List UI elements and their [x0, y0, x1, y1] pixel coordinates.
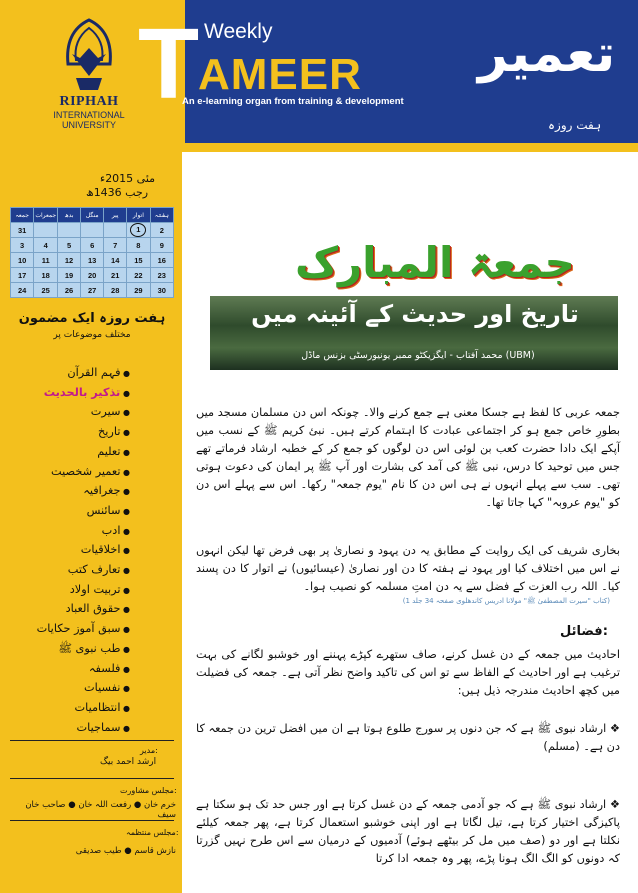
calendar-header: [11, 208, 174, 223]
calendar-day: 14: [104, 253, 127, 268]
calendar-day: 15: [127, 253, 150, 268]
calendar-day-header: بدھ: [58, 208, 81, 223]
logo-subtitle: INTERNATIONAL: [53, 110, 125, 120]
article-heading: جمعۃ المبارک: [295, 238, 575, 287]
divider: [10, 740, 174, 741]
calendar-day: [34, 223, 58, 238]
calendar-day: 7: [104, 238, 127, 253]
logo-subtitle: UNIVERSITY: [61, 120, 116, 130]
topic-item: ● جغرافیہ: [40, 482, 130, 502]
topic-item: ● سبق آموز حکایات: [40, 620, 130, 640]
calendar-day: 30: [150, 283, 173, 298]
topic-item: ● سیرت: [40, 403, 130, 423]
calendar-day: 26: [58, 283, 81, 298]
topic-item: ● انتظامیات: [40, 699, 130, 719]
hadith-item: ❖ ارشاد نبوی ﷺ ہے کہ جن دنوں پر سورج طلوع ہوتا ہے ان میں افضل ترین دن جمعہ کا دن ہے۔ (مسلم): [196, 722, 620, 753]
masthead-initial: T: [138, 8, 200, 120]
calendar-day: 28: [104, 283, 127, 298]
calendar-day: 18: [34, 268, 58, 283]
managers-label: مجلس منتظمہ:: [126, 828, 179, 837]
calendar-day: 13: [81, 253, 104, 268]
advisors-label: مجلس مشاورت:: [120, 786, 177, 795]
calendar-day: 4: [34, 238, 58, 253]
calendar-day: 19: [58, 268, 81, 283]
calendar-day: 8: [127, 238, 150, 253]
calendar-day-highlight: 1: [130, 223, 146, 237]
calendar-day: 31: [11, 223, 34, 238]
reference-note: (کتاب "سیرت المصطفیٰ ﷺ" مولانا ادریس کاندھلوی صفحہ 34 جلد 1): [402, 597, 610, 605]
advisors-names: خرم خان ● رفعت اللہ خان ● صاحب خان سیف: [25, 800, 176, 820]
calendar-body: [11, 223, 174, 298]
topic-item: ● تربیت اولاد: [40, 581, 130, 601]
calendar: [10, 207, 174, 298]
calendar-day: 11: [34, 253, 58, 268]
topic-item: ● اخلاقیات: [40, 541, 130, 561]
calendar-day: 12: [58, 253, 81, 268]
gregorian-date: مئی 2015ء: [100, 172, 156, 185]
calendar-day: [104, 223, 127, 238]
masthead-weekly: Weekly: [204, 20, 273, 43]
header-stripe: [0, 143, 638, 152]
topic-item: ● فہم القرآن: [40, 364, 130, 384]
calendar-day: 3: [11, 238, 34, 253]
divider: [10, 778, 174, 779]
calendar-day: 6: [81, 238, 104, 253]
topic-item: ● سائنس: [40, 502, 130, 522]
hadith-item: ❖ ارشاد نبوی ﷺ ہے کہ جو آدمی جمعہ کے دن غسل کرتا ہے اور جس حد تک ہو سکتا ہے پاکیزگی اختیار کرتا ہے، تیل لگاتا ہے اور اپنی خوشبو استعمال کرتا ہے، پھر جمعہ کیلئے نکلتا ہے اور دو (صف میں مل کر بیٹھے ہوئے) آدمیوں کے درمیان سے اس طرح نہیں گزرتا کہ دونوں کو الگ الگ ہونا پڑے، پھر وہ جمعہ ادا کرتا: [196, 798, 620, 865]
topic-item: ● فلسفہ: [40, 660, 130, 680]
article-paragraph: بخاری شریف کی ایک روایت کے مطابق یہ دن یہود و نصاریٰ پر بھی فرض تھا لیکن انہوں نے اس میں اختلاف کیا اور یہود نے ہفتہ کا دن اور نصاریٰ (عیسائیوں) نے اتوار کا دن پسند کیا۔ اللہ رب العزت کے فضل سے یہ دن امتِ مسلمہ کو نصیب ہوا۔: [196, 544, 620, 593]
calendar-day-header: جمعرات: [34, 208, 58, 223]
calendar-week: [11, 238, 174, 253]
calendar-week: [11, 283, 174, 298]
calendar-week: [11, 253, 174, 268]
calendar-day: 25: [34, 283, 58, 298]
calendar-week: [11, 268, 174, 283]
urdu-masthead: تعمیر: [478, 24, 616, 84]
calendar-day: 22: [127, 268, 150, 283]
topic-item: ● تعارف کتب: [40, 561, 130, 581]
calendar-day: 27: [81, 283, 104, 298]
managers-names: نازش قاسم ● طیب صدیقی: [75, 846, 176, 856]
calendar-day: [81, 223, 104, 238]
calendar-day: 20: [81, 268, 104, 283]
editor-name: ارشد احمد بیگ: [100, 757, 157, 767]
divider: [10, 820, 174, 821]
section-heading: فضائل:: [560, 624, 608, 639]
hijri-date: رجب 1436ھ: [86, 186, 149, 199]
calendar-day: 17: [11, 268, 34, 283]
calendar-day: 29: [127, 283, 150, 298]
topic-item: ● سماجیات: [40, 719, 130, 739]
article-paragraph: جمعہ عربی کا لفظ ہے جسکا معنی ہے جمع کرنے والا۔ چونکہ اس دن مسلمان مسجد میں بطورِ خاص جمع ہو کر اجتماعی عبادت کا اہتمام کرتے ہیں۔ نبئ کریم ﷺ کے نسب میں آپکے ایک دادا حضرت کعب بن لوئی اس دن لوگوں کو جمع کر کے خطبہ ارشاد فرماتے تھے جس میں توحید کا درس، نبی ﷺ کی آمد کی بشارت اور آپ ﷺ پر ایمان کی دعوت ہوتی تھی۔ سب سے پہلے انہوں نے ہی اس دن کا نام "یوم جمعہ" رکھا۔ اس سے پہلے اس دن کو "یوم عروبہ" کہا جاتا تھا۔: [196, 406, 620, 509]
calendar-day-header: جمعہ: [11, 208, 34, 223]
topic-item: ● نفسیات: [40, 679, 130, 699]
calendar-day: [127, 223, 150, 238]
topic-item: ● حقوق العباد: [40, 600, 130, 620]
logo-name: RIPHAH: [59, 94, 119, 109]
topic-item: ● تذکیر بالحدیث: [40, 384, 130, 404]
calendar-day-header: منگل: [81, 208, 104, 223]
calendar-day: 24: [11, 283, 34, 298]
masthead-title: AMEER: [198, 50, 362, 99]
calendar-day: 2: [150, 223, 173, 238]
topic-item: ● تعمیر شخصیت: [40, 463, 130, 483]
banner-title: تاریخ اور حدیث کے آئینہ میں: [251, 300, 579, 328]
calendar-day-header: پیر: [104, 208, 127, 223]
calendar-day: [58, 223, 81, 238]
topic-item: ● طب نبوی ﷺ: [40, 640, 130, 660]
calendar-week: [11, 223, 174, 238]
editor-label: مدیر:: [140, 746, 158, 755]
riphah-emblem-icon: [58, 18, 120, 94]
article-paragraph: احادیث میں جمعہ کے دن غسل کرنے، صاف ستھرے کپڑے پہننے اور خوشبو لگانے کی بہت ترغیب ہے اور احادیث کے الفاظ سے تو اس کی تاکید واضح نظر آتی ہے۔ جمعہ کی فضیلت میں کچھ احادیث مندرجہ ذیل ہیں:: [196, 648, 620, 697]
sidebar-title: ہفت روزہ ایک مضمون: [18, 311, 166, 326]
topic-list: [36, 364, 130, 738]
topic-item: ● تعلیم: [40, 443, 130, 463]
calendar-day: 5: [58, 238, 81, 253]
calendar-day-header: اتوار: [127, 208, 150, 223]
urdu-masthead-subtitle: ہفت روزہ: [548, 118, 602, 132]
calendar-day: 21: [104, 268, 127, 283]
sidebar-subtitle: مختلف موضوعات پر: [53, 330, 131, 340]
topic-item: ● ادب: [40, 522, 130, 542]
topic-item: ● تاریخ: [40, 423, 130, 443]
calendar-day: 10: [11, 253, 34, 268]
calendar-day: 9: [150, 238, 173, 253]
calendar-day: 23: [150, 268, 173, 283]
banner-author: محمد آفتاب - ایگزیکٹو ممبر یونیورسٹی بزنس ماڈل (UBM): [301, 350, 535, 361]
masthead-tagline: An e-learning organ from training & development: [182, 96, 404, 107]
calendar-day: 16: [150, 253, 173, 268]
calendar-day-header: ہفتہ: [150, 208, 173, 223]
